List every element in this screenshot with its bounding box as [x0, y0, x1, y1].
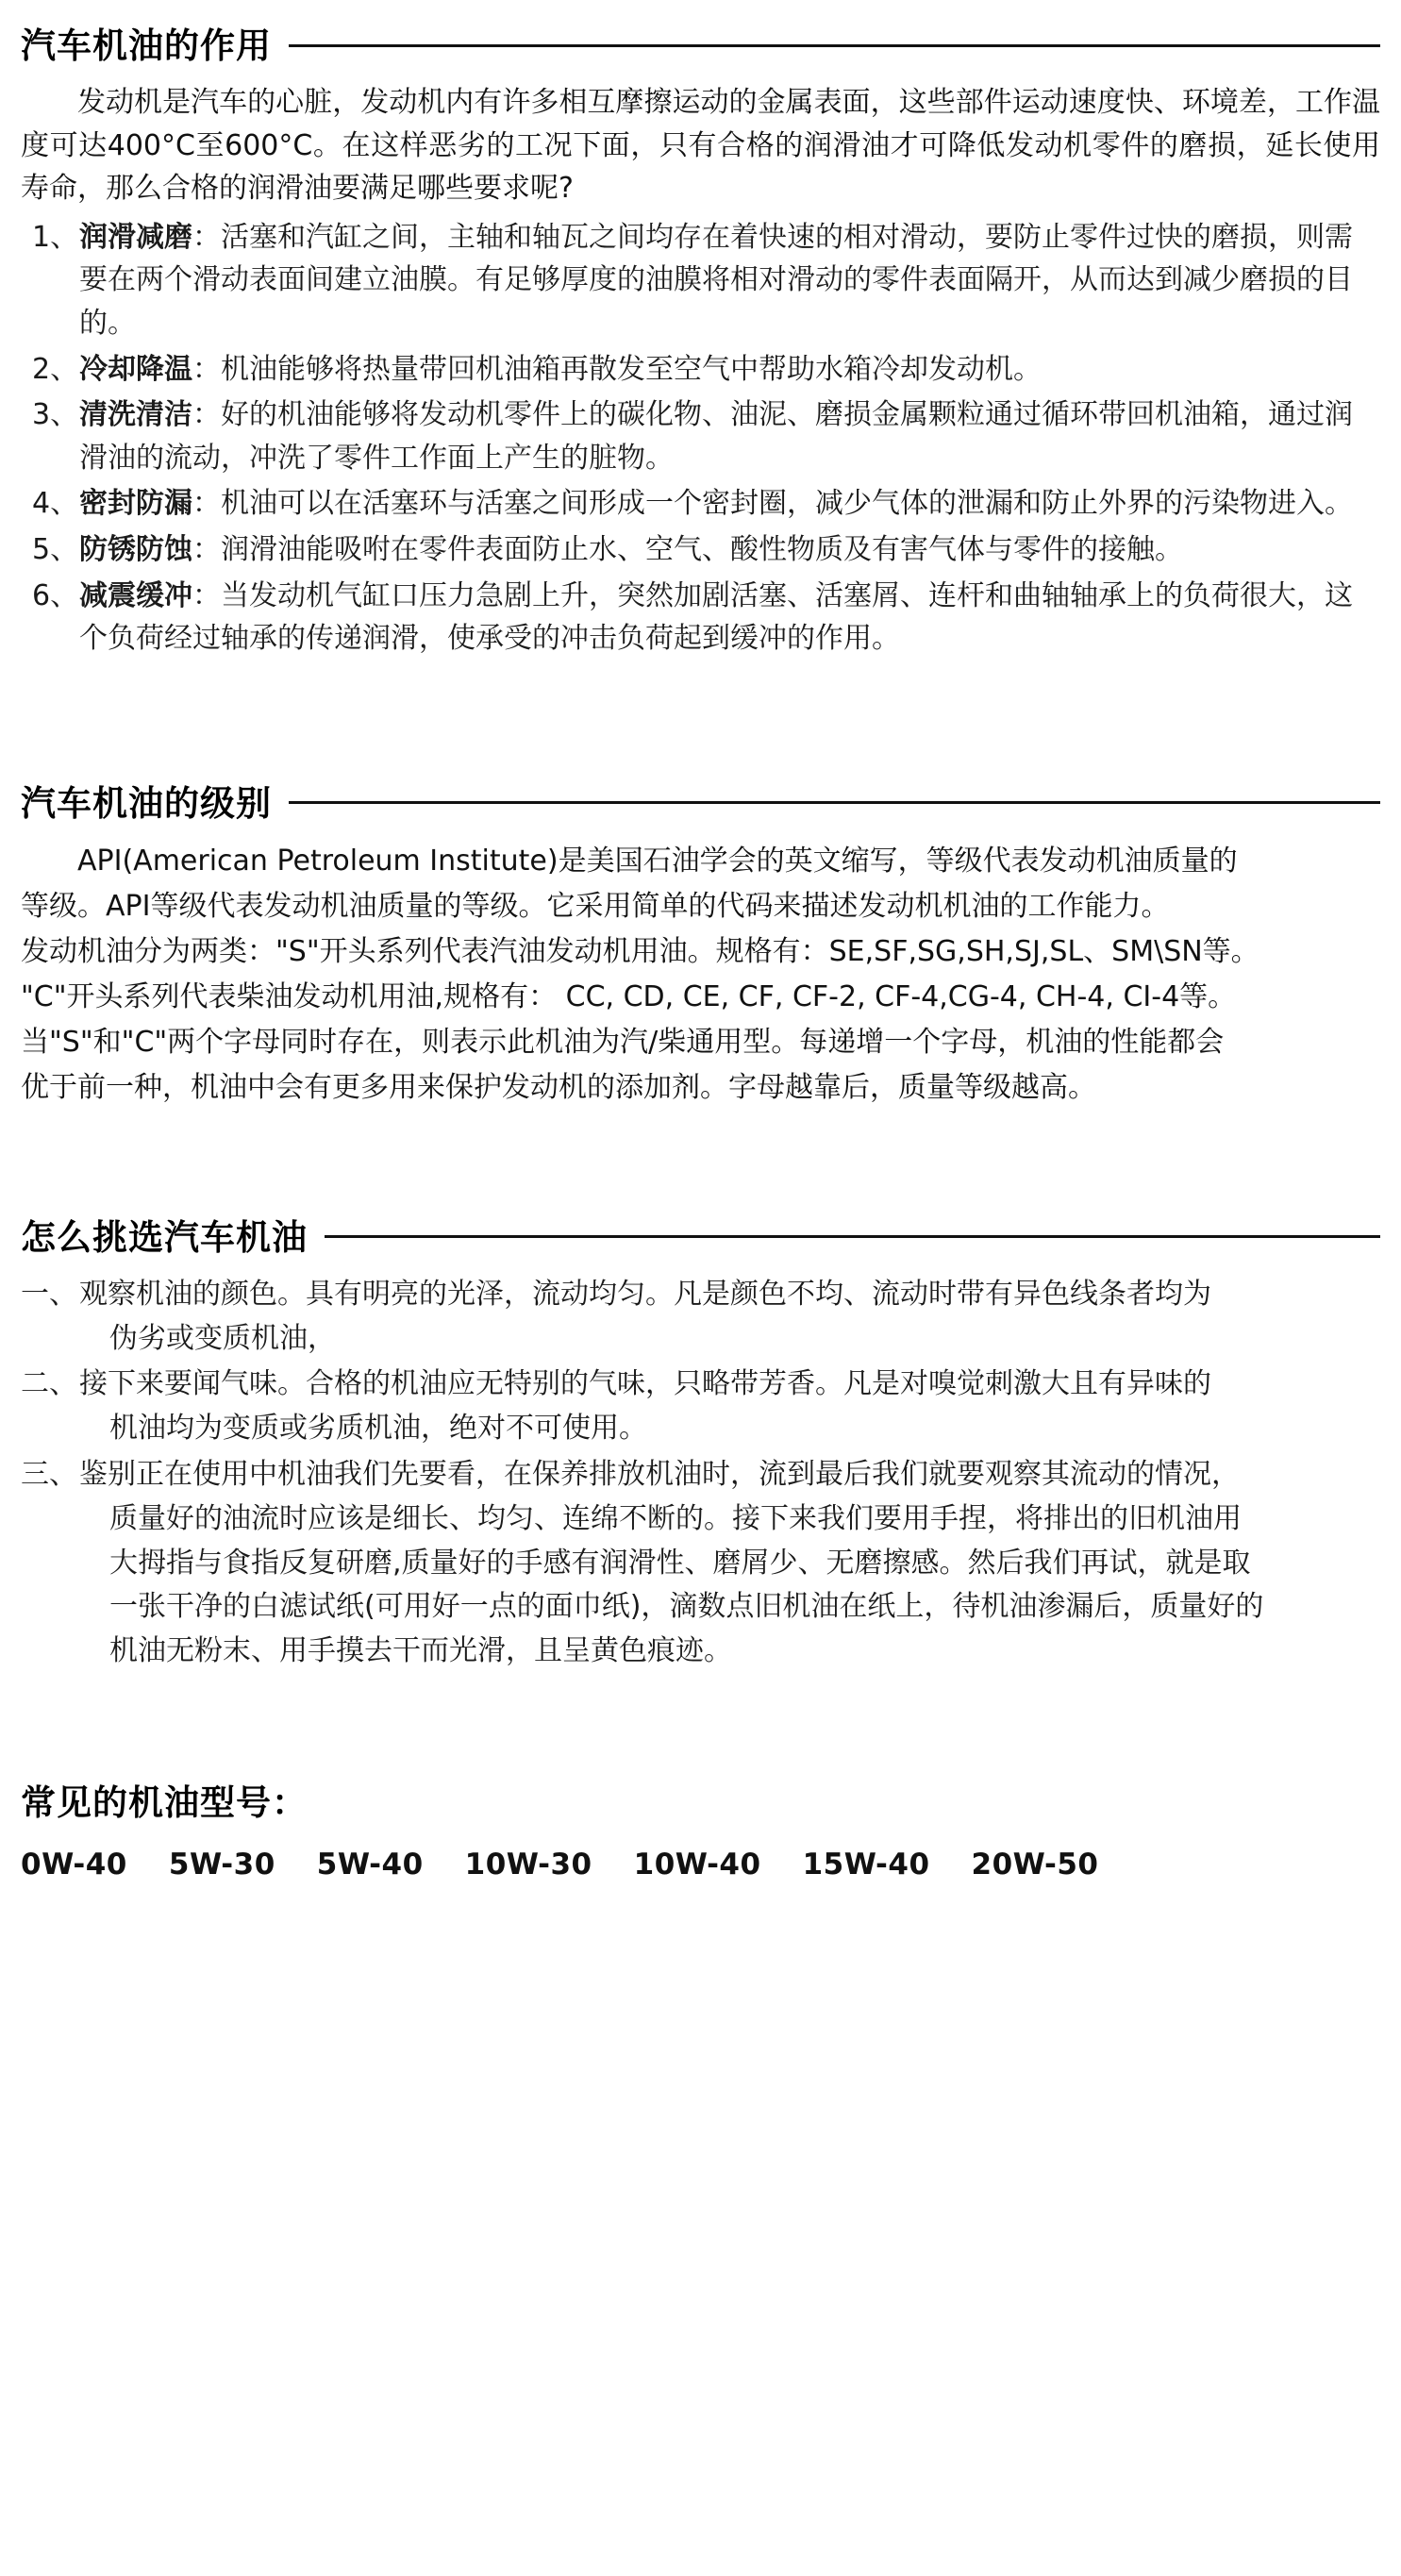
list-content: [79, 575, 1380, 661]
section-title: 怎么挑选汽车机油: [21, 1216, 308, 1258]
list-item-lead: 润滑减磨: [79, 220, 192, 254]
text-line: 接下来要闻气味。合格的机油应无特别的气味，只略带芳香。凡是对嗅觉刺激大且有异味的: [79, 1367, 1211, 1401]
list-item: [21, 348, 1380, 392]
grade-item: 5W-30: [168, 1847, 275, 1882]
list-marker: 2、: [32, 352, 79, 386]
list-content: [79, 393, 1380, 479]
text-line: 机油无粉末、用手摸去干而光滑，且呈黄色痕迹。: [109, 1634, 732, 1668]
list-marker: 3、: [32, 398, 79, 432]
heading-rule: [289, 801, 1380, 804]
list-item-text: ：润滑油能吸咐在零件表面防止水、空气、酸性物质及有害气体与零件的接触。: [192, 532, 1183, 566]
section-heading-oil-function: [21, 17, 1380, 68]
list-marker: 6、: [32, 578, 79, 612]
list-content: [79, 1363, 1380, 1451]
list-marker: 1、: [32, 220, 79, 254]
heading-rule: [325, 1235, 1380, 1238]
list-content: [79, 348, 1380, 392]
list-item-lead: 清洗清洁: [79, 398, 192, 432]
oil-function-list: [21, 216, 1380, 661]
grade-item: 10W-30: [464, 1847, 592, 1882]
section-intro-paragraph: 发动机是汽车的心脏，发动机内有许多相互摩擦运动的金属表面，这些部件运动速度快、环境差，工作温度可达400°C至600°C。在这样恶劣的工况下面，只有合格的润滑油才可降低发动机零件的磨损，延长使用寿命，那么合格的润滑油要满足哪些要求呢?: [21, 86, 1380, 206]
list-item-text: ：机油可以在活塞环与活塞之间形成一个密封圈，减少气体的泄漏和防止外界的污染物进入。: [192, 487, 1353, 521]
list-item: [21, 575, 1380, 661]
list-item: [21, 1273, 1380, 1362]
list-content: [79, 216, 1380, 345]
grades-title: 常见的机油型号：: [21, 1781, 308, 1823]
section-title: 汽车机油的级别: [21, 782, 272, 824]
section-spacer: [21, 1111, 1380, 1209]
section-spacer: [21, 663, 1380, 775]
list-item: [21, 482, 1380, 526]
how-to-choose-list: [21, 1273, 1380, 1674]
grade-item: 15W-40: [802, 1847, 930, 1882]
text-line: 机油均为变质或劣质机油，绝对不可使用。: [109, 1412, 647, 1446]
grades-row: [21, 1848, 1380, 1882]
list-item: [21, 216, 1380, 345]
text-line: 一张干净的白滤试纸(可用好一点的面巾纸)，滴数点旧机油在纸上，待机油渗漏后，质量好的: [109, 1590, 1264, 1624]
list-content: [79, 528, 1380, 572]
list-marker: 一、: [21, 1277, 77, 1311]
text-line: 当"S"和"C"两个字母同时存在，则表示此机油为汽/柴通用型。每递增一个字母，机油的性能都会: [21, 1025, 1225, 1059]
text-line: 大拇指与食指反复研磨,质量好的手感有润滑性、磨屑少、无磨擦感。然后我们再试，就是取: [109, 1546, 1251, 1580]
section-title: 汽车机油的作用: [21, 25, 272, 66]
list-marker: 4、: [32, 487, 79, 521]
grade-item: 20W-50: [971, 1847, 1099, 1882]
list-item: [21, 1453, 1380, 1674]
heading-rule: [289, 44, 1380, 47]
list-item: [21, 1363, 1380, 1451]
text-line: 质量好的油流时应该是细长、均匀、连绵不断的。接下来我们要用手捏，将排出的旧机油用: [109, 1501, 1242, 1535]
list-item-text: ：当发动机气缸口压力急剧上升，突然加剧活塞、活塞屑、连杆和曲轴轴承上的负荷很大，这个负荷经过轴承的传递润滑，使承受的冲击负荷起到缓冲的作用。: [79, 578, 1353, 656]
section-heading-how-to-choose: [21, 1209, 1380, 1260]
list-item-text: ：机油能够将热量带回机油箱再散发至空气中帮助水箱冷却发动机。: [192, 352, 1042, 386]
list-item-text: ：活塞和汽缸之间，主轴和轴瓦之间均存在着快速的相对滑动，要防止零件过快的磨损，则需要在两个滑动表面间建立油膜。有足够厚度的油膜将相对滑动的零件表面隔开，从而达到减少磨损的目的。: [79, 220, 1353, 340]
list-item-lead: 密封防漏: [79, 487, 192, 521]
grade-item: 5W-40: [316, 1847, 424, 1882]
grade-item: 10W-40: [633, 1847, 761, 1882]
section-spacer: [21, 1676, 1380, 1774]
section-heading-oil-grade: [21, 775, 1380, 826]
oil-grade-text: [21, 839, 1380, 1111]
list-content: [79, 1453, 1380, 1674]
list-item-text: ：好的机油能够将发动机零件上的碳化物、油泥、磨损金属颗粒通过循环带回机油箱，通过润滑油的流动，冲洗了零件工作面上产生的脏物。: [79, 398, 1353, 475]
list-item: [21, 528, 1380, 572]
list-marker: 三、: [21, 1457, 77, 1491]
text-line: 优于前一种，机油中会有更多用来保护发动机的添加剂。字母越靠后，质量等级越高。: [21, 1070, 1096, 1104]
text-line: 观察机油的颜色。具有明亮的光泽，流动均匀。凡是颜色不均、流动时带有异色线条者均为: [79, 1277, 1211, 1311]
text-line: "C"开头系列代表柴油发动机用油,规格有： CC, CD, CE, CF, CF-2, CF-4,CG-4, CH-4, CI-4等。: [21, 979, 1237, 1013]
text-line: 发动机油分为两类："S"开头系列代表汽油发动机用油。规格有：SE,SF,SG,SH,SJ,SL、SM\SN等。: [21, 934, 1259, 968]
list-item-lead: 减震缓冲: [79, 578, 192, 612]
text-line: 鉴别正在使用中机油我们先要看，在保养排放机油时，流到最后我们就要观察其流动的情况，: [79, 1457, 1240, 1491]
text-line: 等级。API等级代表发动机油质量的等级。它采用简单的代码来描述发动机机油的工作能力。: [21, 889, 1170, 923]
list-item-lead: 防锈防蚀: [79, 532, 192, 566]
list-item-lead: 冷却降温: [79, 352, 192, 386]
list-content: [79, 1273, 1380, 1362]
text-line: API(American Petroleum Institute)是美国石油学会的英文缩写，等级代表发动机油质量的: [77, 844, 1238, 878]
list-marker: 二、: [21, 1367, 77, 1401]
text-line: 伪劣或变质机油，: [109, 1321, 336, 1355]
list-marker: 5、: [32, 532, 79, 566]
grade-item: 0W-40: [21, 1847, 127, 1882]
list-item: [21, 393, 1380, 479]
list-content: [79, 482, 1380, 526]
